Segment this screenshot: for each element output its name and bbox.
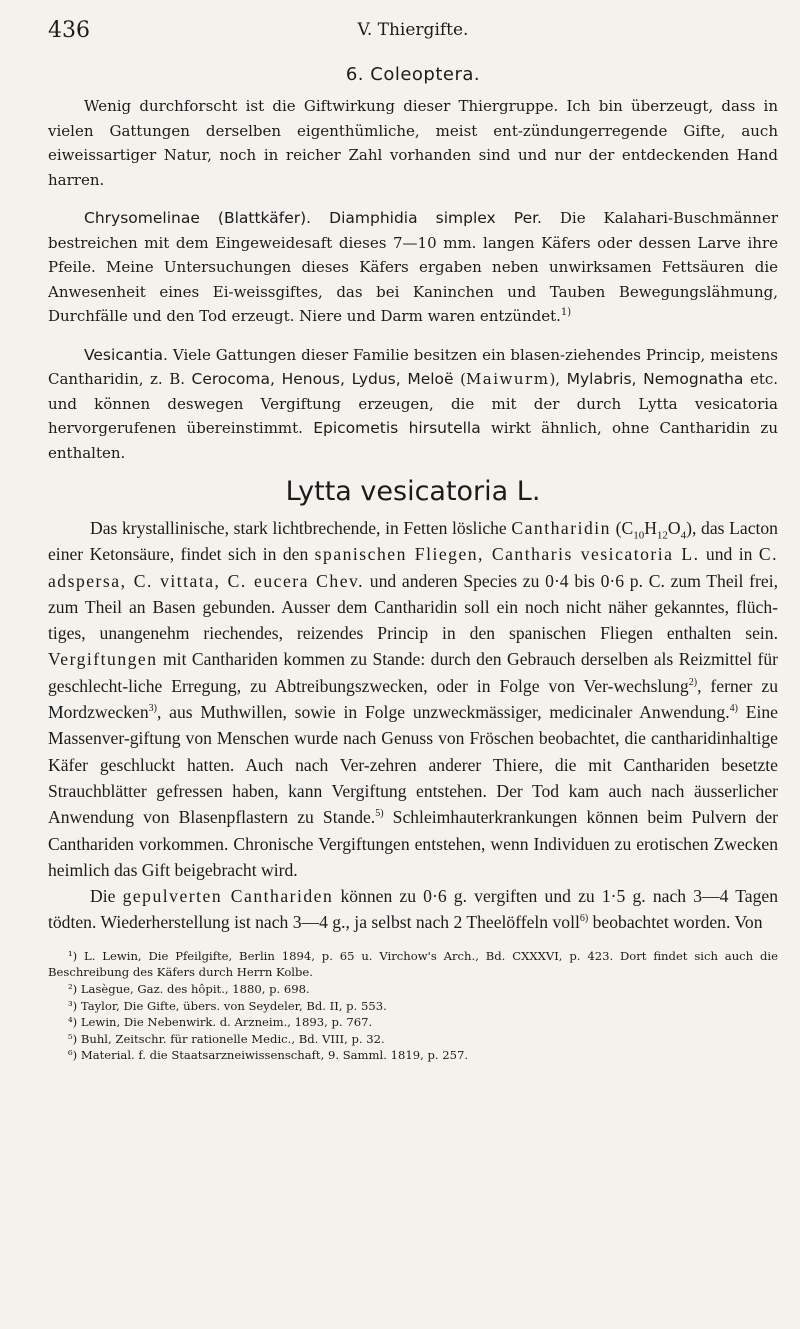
chrysomelinae-paragraph: Chrysomelinae (Blattkäfer). Diamphidia simplex Per. Die Kalahari-Buschmänner bestreichen mit dem Eingeweidesaft dieses 7—10 mm. langen Käfers oder dessen Larve ihre Pfeile. Meine Untersuchungen dieses Käfers ergaben neben unwirksamen Fettsäuren die Anwesenheit eines Ei-weissgiftes, das bei Kaninchen und Tauben Bewegungslähmung, Durchfälle und den Tod erzeugt. Niere und Darm waren entzündet.$^{1)}$ [48, 209, 779, 325]
coleoptera-section [48, 94, 778, 465]
footnote-ref-2: 2) [688, 676, 698, 688]
section-title: 6. Coleoptera. [345, 64, 481, 85]
epicometis-lead: Epicometis hirsutella [313, 419, 481, 437]
footnote-ref-6: 6) [579, 913, 589, 925]
page-number: 436 [48, 18, 90, 43]
dosage-paragraph: Die gepulverten Canthariden können zu 0·6 g. vergiften und zu 1·5 g. nach 3—4 Tagen tödten. Wiederherstellung ist nach 3—4 g., ja selbst nach 2 Theelöffeln voll$^{6)}$ beobachtet worden. Von [48, 886, 778, 933]
lytta-title: Lytta vesicatoria L. [285, 476, 541, 507]
footnote: ⁵) Buhl, Zeitschr. für rationelle Medic., Bd. VIII, p. 32. [68, 1031, 385, 1046]
footnote: ¹) L. Lewin, Die Pfeilgifte, Berlin 1894, p. 65 u. Virchow's Arch., Bd. CXXXVI, p. 423. Dort findet sich auch die Beschreibung des Käfers durch Herrn Kolbe. [48, 948, 778, 980]
footnote: ³) Taylor, Die Gifte, übers. von Seydeler, Bd. II, p. 553. [68, 998, 387, 1013]
footnote-ref-4: 4) [729, 703, 738, 715]
running-head: V. Thiergifte. [357, 20, 469, 40]
footnote: ⁶) Material. f. die Staatsarzneiwissenschaft, 9. Samml. 1819, p. 257. [68, 1048, 469, 1063]
page-header [48, 18, 778, 54]
intro-paragraph: Wenig durchforscht ist die Giftwirkung dieser Thiergruppe. Ich bin überzeugt, dass in vielen Gattungen derselben eigenthümliche, meist ent-zündungerregende Gifte, auch eiweissartiger Natur, noch in reicher Zahl vorhanden sind und nur der entdeckenden Hand harren. [48, 97, 778, 189]
footnote-ref-3: 3) [148, 703, 157, 715]
chrysomelinae-lead: Chrysomelinae (Blattkäfer). Diamphidia simplex Per. [84, 209, 542, 227]
cantharidin-paragraph: Das krystallinische, stark lichtbrechende, in Fetten lösliche Cantharidin $(C_{10}H_{12}O_4)$, das Lacton einer Ketonsäure, findet sich in den spanischen Fliegen, Cantharis vesicatoria L. und in C. adspersa, C. vittata, C. eucera Chev. und anderen Species zu 0·4 bis 0·6 p. C. zum Theil frei, zum Theil an Basen gebunden. Ausser dem Cantharidin soll ein noch nicht näher gekanntes, flüch-tiges, unangenehm riechendes, reizendes Princip in den spanischen Fliegen enthalten sein. Vergiftungen mit Canthariden kommen zu Stande: durch den Gebrauch derselben als Reizmittel für geschlecht-liche Erregung, zu Abtreibungszwecken, oder in Folge von Ver-wechslung$^{2)}$, ferner zu Mordzwecken$^{3)}$, aus Muthwillen, sowie in Folge unzweckmässiger, medicinaler Anwendung.$^{4)}$ Eine Massenver-giftung von Menschen wurde nach Genuss von Fröschen beobachtet, die cantharidinhaltige Käfer geschluckt hatten. Auch nach Ver-zehren anderer Thiere, die mit Canthariden besetzte Strauchblätter gefressen haben, kann Vergiftung entstehen. Der Tod kam auch nach äusserlicher Anwendung von Blasenpflastern zu Stande.$^{5)}$ Schleimhauterkrankungen können beim Pulvern der Canthariden vorkommen. Chronische Vergiftungen entstehen, wenn Individuen zu erotischen Zwecken heimlich das Gift beigebracht wird. [48, 518, 778, 880]
footnote: ⁴) Lewin, Die Nebenwirk. d. Arzneim., 1893, p. 767. [68, 1015, 373, 1030]
footnote-ref-5: 5) [375, 808, 384, 820]
vesicantia-paragraph: Vesicantia. Viele Gattungen dieser Familie besitzen ein blasen-ziehendes Princip, meistens Cantharidin, z. B. Cerocoma, Henous, Lydus, Meloë (Maiwurm), Mylabris, Nemognatha etc. und können deswegen Vergiftung erzeugen, die mit der durch Lytta vesicatoria hervorgerufenen übereinstimmt. Epicometis hirsutella wirkt ähnlich, ohne Cantharidin zu enthalten. [48, 345, 779, 462]
book-page [48, 18, 778, 1064]
footnotes [48, 948, 778, 1064]
footnote: ²) Lasègue, Gaz. des hôpit., 1880, p. 698. [68, 981, 310, 996]
vesicantia-lead: Vesicantia. [84, 345, 168, 364]
footnote-ref-1: 1) [560, 307, 572, 318]
lytta-section [48, 515, 778, 936]
